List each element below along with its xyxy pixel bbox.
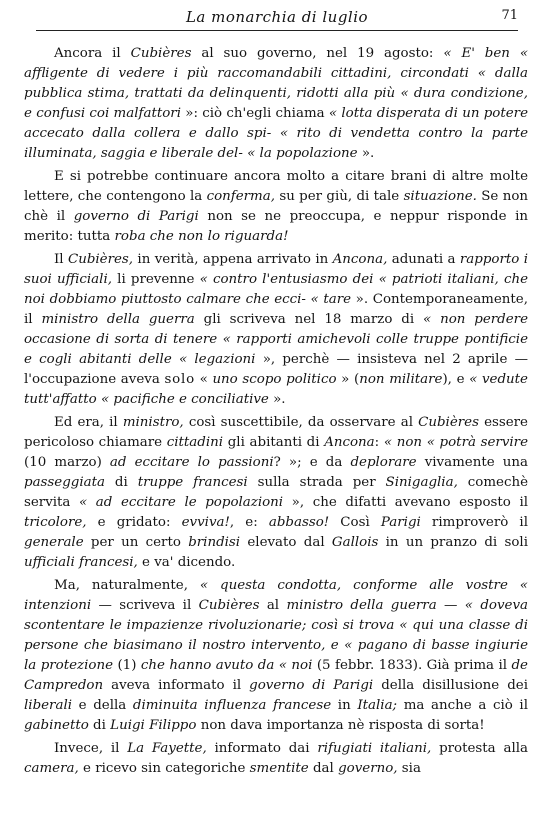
text-run: al (259, 598, 287, 613)
text-run: » ( (336, 372, 360, 387)
italic-text-run: ministro, (122, 415, 184, 430)
text-run: (5 febbr. 1833). Già prima il (312, 658, 512, 673)
text-run: « (194, 372, 213, 387)
text-run: aveva informato il (103, 678, 250, 693)
text-run: Se non chè il (24, 189, 528, 224)
italic-text-run: generale (24, 535, 84, 550)
paragraph-3 (24, 250, 528, 410)
text-run: », che difatti avevano esposto il (283, 495, 529, 510)
text-run: di (105, 475, 138, 490)
text-run: e ricevo sin categoriche (78, 761, 250, 776)
italic-text-run: Gallois (331, 535, 379, 550)
text-run: di (88, 718, 111, 733)
text-run: ? »; e da (273, 455, 351, 470)
text-run: rimproverò il (420, 515, 528, 530)
text-run: in (331, 698, 358, 713)
text-run: (10 marzo) (24, 455, 110, 470)
page-number: 71 (501, 8, 518, 23)
text-body (24, 44, 528, 779)
text-run: — (436, 598, 465, 613)
italic-text-run: rapporto i suoi ufficiali, (24, 252, 528, 287)
italic-text-run: governo di Parigi (249, 678, 374, 693)
text-run: li prevenne (112, 272, 200, 287)
italic-text-run: truppe francesi (137, 475, 248, 490)
text-run: Ed era, il (54, 415, 123, 430)
text-run: : (374, 435, 384, 450)
text-run: vivamente una (416, 455, 528, 470)
text-run: Ancora il (54, 46, 131, 61)
italic-text-run: che hanno avuto da « noi (140, 658, 313, 673)
text-run: elevato dal (240, 535, 332, 550)
text-run: », perchè — insisteva nel 2 aprile — l'occupazione aveva (24, 352, 528, 387)
text-run: gli scriveva nel 18 marzo di (194, 312, 424, 327)
italic-text-run: Ancona, (332, 252, 388, 267)
italic-text-run: evviva! (181, 515, 230, 530)
italic-text-run: Cubières (130, 46, 192, 61)
italic-text-run: « questa condotta, conforme alle vostre « intenzioni (24, 578, 528, 613)
italic-text-run: ufficiali francesi, (24, 555, 138, 570)
text-run: ». (357, 146, 375, 161)
text-run: , e: (229, 515, 269, 530)
text-run: »: ciò ch'egli chiama (180, 106, 329, 121)
italic-text-run: rifugiati italiani, (317, 741, 432, 756)
italic-text-run: « ad eccitare le popolazioni (79, 495, 284, 510)
text-run: protesta alla (431, 741, 528, 756)
text-run: sulla strada per (247, 475, 386, 490)
italic-text-run: non militare (359, 372, 443, 387)
text-run: per un certo (83, 535, 189, 550)
text-run: ». (268, 392, 286, 407)
italic-text-run: Luigi Filippo (110, 718, 197, 733)
paragraph-2 (24, 167, 528, 247)
italic-text-run: « doveva scontentare le impazienze rivoluzionarie; così si trova « qui una classe di persone che biasimano il nostro intervento, e « pagano di basse ingiurie la protezione (24, 598, 529, 673)
italic-text-run: tricolore, (24, 515, 87, 530)
italic-text-run: gabinetto (24, 718, 89, 733)
italic-text-run: La Fayette, (127, 741, 207, 756)
text-run: in un pranzo di soli (378, 535, 528, 550)
italic-text-run: ad eccitare lo passioni (109, 455, 274, 470)
text-run: adunati a (387, 252, 460, 267)
italic-text-run: abbasso! (268, 515, 330, 530)
italic-text-run: smentite (249, 761, 309, 776)
running-header (36, 6, 518, 31)
text-run: — scriveva il (91, 598, 199, 613)
italic-text-run: « E' ben « affligente di vedere i più raccomandabili cittadini, circondati « dalla pubblica stima, trattati da delinquenti, ridotti alla più « dura condizione, e confusi coi malfattori (24, 46, 529, 121)
text-run: gli abitanti di (223, 435, 325, 450)
italic-text-run: Cubières (198, 598, 260, 613)
italic-text-run: passeggiata (24, 475, 105, 490)
text-run: Ma, naturalmente, (54, 578, 200, 593)
text-run: Il (54, 252, 68, 267)
text-run: ma anche a ciò il (397, 698, 528, 713)
italic-text-run: Cubières, (67, 252, 134, 267)
text-run: non dava importanza nè risposta di sorta! (196, 718, 485, 733)
text-run: comechè servita (24, 475, 528, 510)
text-run: e va' dicendo. (137, 555, 236, 570)
text-run: dal (308, 761, 339, 776)
italic-text-run: roba che non lo riguarda! (114, 229, 289, 244)
italic-text-run: situazione. (403, 189, 477, 204)
text-run: Invece, il (54, 741, 128, 756)
text-run: (1) (113, 658, 141, 673)
italic-text-run: governo, (338, 761, 398, 776)
italic-text-run: liberali (24, 698, 73, 713)
text-run: solo (164, 372, 195, 387)
text-run: essere pericoloso chiamare (24, 415, 528, 450)
italic-text-run: ministro della guerra (41, 312, 195, 327)
italic-text-run: « vedute tutt'affatto « pacifiche e conciliative (24, 372, 528, 407)
text-run: ), e (442, 372, 470, 387)
text-run: sia (397, 761, 421, 776)
italic-text-run: brindisi (188, 535, 241, 550)
italic-text-run: Ancona (324, 435, 375, 450)
text-run: della disillusione dei (373, 678, 528, 693)
paragraph-5 (24, 576, 528, 736)
text-run: informato dai (206, 741, 318, 756)
italic-text-run: « contro l'entusiasmo dei « patrioti italiani, che noi dobbiamo piuttosto calmare che ecci- « tare (24, 272, 528, 307)
running-title: La monarchia di luglio (185, 8, 369, 26)
text-run: su per giù, di tale (274, 189, 404, 204)
paragraph-4 (24, 413, 528, 573)
text-run: Così (329, 515, 381, 530)
italic-text-run: « non « potrà servire (383, 435, 528, 450)
text-run: e della (72, 698, 133, 713)
paragraph-6 (24, 739, 528, 779)
italic-text-run: ministro della guerra (286, 598, 437, 613)
italic-text-run: Cubières (418, 415, 479, 430)
italic-text-run: diminuita influenza francese (132, 698, 332, 713)
italic-text-run: conferma, (206, 189, 275, 204)
paragraph-1 (24, 44, 528, 164)
italic-text-run: « non perdere occasione di sorta di tenere « rapporti amichevoli colle truppe pontificie e cogli abitanti delle « legazioni (24, 312, 528, 367)
text-run: e gridato: (86, 515, 182, 530)
text-run: non se ne preoccupa, e neppur risponde in merito: tutta (24, 209, 528, 244)
italic-text-run: deplorare (350, 455, 417, 470)
italic-text-run: camera, (24, 761, 79, 776)
italic-text-run: de Campredon (24, 658, 528, 693)
italic-text-run: Parigi (380, 515, 421, 530)
italic-text-run: governo di Parigi (73, 209, 199, 224)
italic-text-run: uno scopo politico (212, 372, 337, 387)
italic-text-run: « lotta disperata di un potere accecato dalla collera e dallo spi- « rito di vendetta contro la parte illuminata, saggia e liberale del- « la popolazione (24, 106, 528, 161)
text-run: al suo governo, nel 19 agosto: (191, 46, 444, 61)
italic-text-run: Sinigaglia, (385, 475, 458, 490)
text-run: ». Contemporaneamente, il (24, 292, 528, 327)
text-run: in verità, appena arrivato in (133, 252, 333, 267)
italic-text-run: Italia; (357, 698, 398, 713)
text-run: così suscettibile, da osservare al (183, 415, 419, 430)
text-run: E si potrebbe continuare ancora molto a citare brani di altre molte lettere, che contengono la (24, 169, 528, 204)
italic-text-run: cittadini (166, 435, 224, 450)
